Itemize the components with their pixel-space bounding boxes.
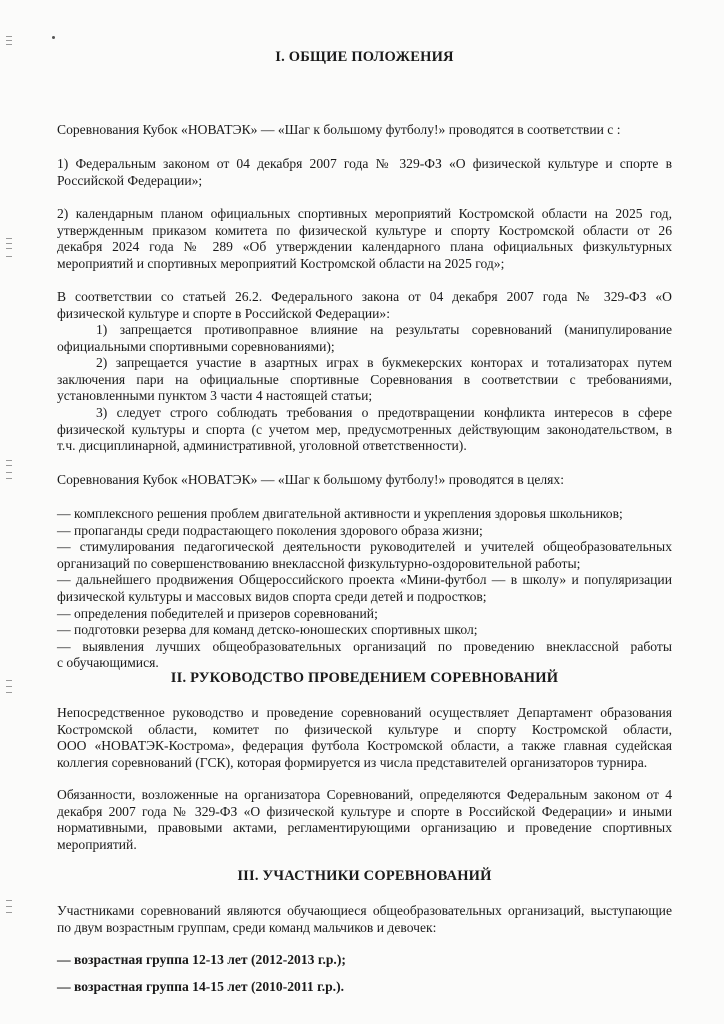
- law-item-1: 1) Федеральным законом от 04 декабря 2007 года № 329-ФЗ «О физической культуре и спорте в Российской Федерации»;: [57, 156, 672, 188]
- section-1-heading: I. ОБЩИЕ ПОЛОЖЕНИЯ: [275, 49, 454, 65]
- scan-speck: [52, 36, 55, 39]
- goals-intro: Соревнования Кубок «НОВАТЭК» — «Шаг к большому футболу!» проводятся в целях:: [57, 472, 565, 487]
- duties-paragraph: Обязанности, возложенные на организатора Соревнований, определяются Федеральным законом от 4 декабря 2007 года № 329-ФЗ «О физической культуре и спорте в Российской Федерации» и иными нормативными, правовыми актами, регламентирующими организацию и проведение спортивных мероприятий.: [57, 787, 672, 852]
- goals-list: — комплексного решения проблем двигательной активности и укрепления здоровья школьников; — пропаганды среди подрастающего поколения здорового образа жизни; — стимулирования педагогической деятельности руководителей и учителей общеобразовательных организаций по совершенствованию внеклассной физкультурно-оздоровительной работы; — дальнейшего продвижения Общероссийского проекта «Мини-футбол — в школу» и популяризации физической культуры и массовых видов спорта среди детей и подростков; — определения победителей и призеров соревнований; — подготовки резерва для команд детско-юношеских спортивных школ; — выявления лучших общеобразовательных организаций по проведению внеклассной работы с обучающимися.: [57, 506, 672, 671]
- section-3-heading: III. УЧАСТНИКИ СОРЕВНОВАНИЙ: [237, 868, 492, 884]
- article-sub-1: 1) запрещается противоправное влияние на результаты соревнований (манипулирование официальными спортивными соревнованиями);: [57, 322, 672, 354]
- section-1-intro: Соревнования Кубок «НОВАТЭК» — «Шаг к большому футболу!» проводятся в соответствии с :: [57, 122, 621, 137]
- article-sub-2: 2) запрещается участие в азартных играх в букмекерских конторах и тотализаторах путем заключения пари на официальные спортивные Соревнования в соответствии с требованиями, установленными пунктом 3 части 4 настоящей статьи;: [57, 355, 672, 404]
- law-item-2: 2) календарным планом официальных спортивных мероприятий Костромской области на 2025 год, утвержденным приказом комитета по физической культуре и спорту Костромской области от 26 декабря 2024 года № 289 «Об утверждении календарного плана официальных физкультурных мероприятий и спортивных мероприятий Костромской области на 2025 год»;: [57, 206, 672, 271]
- article-paragraph: В соответствии со статьей 26.2. Федерального закона от 04 декабря 2007 года № 329-ФЗ «О физической культуре и спорте в Российской Федерации»:: [57, 289, 672, 321]
- age-group-2: — возрастная группа 14-15 лет (2010-2011 г.р.).: [57, 979, 345, 994]
- section-2-heading: II. РУКОВОДСТВО ПРОВЕДЕНИЕМ СОРЕВНОВАНИЙ: [170, 670, 559, 686]
- participants-paragraph: Участниками соревнований являются обучающиеся общеобразовательных организаций, выступающие по двум возрастным группам, среди команд мальчиков и девочек:: [57, 903, 672, 935]
- management-paragraph: Непосредственное руководство и проведение соревнований осуществляет Департамент образования Костромской области, комитет по физической культуре и спорту Костромской области, ООО «НОВАТЭК-Кострома», федерация футбола Костромской области, а также главная судейская коллегия соревнований (ГСК), которая формируется из числа представителей организаторов турнира.: [57, 705, 672, 770]
- age-group-1: — возрастная группа 12-13 лет (2012-2013 г.р.);: [57, 952, 346, 967]
- article-sub-3: 3) следует строго соблюдать требования о предотвращении конфликта интересов в сфере физической культуры и спорта (с учетом мер, предусмотренных действующим законодательством, в т.ч. дисциплинарной, административной, уголовной ответственности).: [57, 405, 672, 454]
